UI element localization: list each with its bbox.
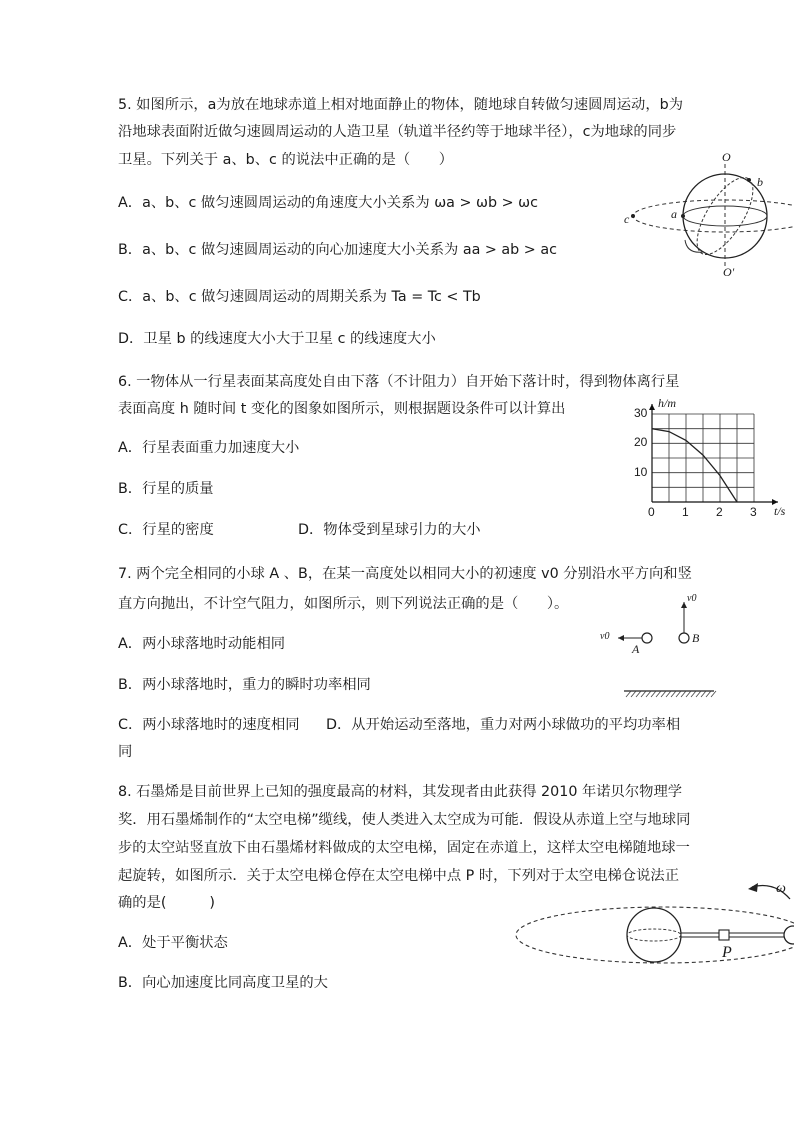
height-curve-series — [652, 429, 737, 502]
q5-label-b: b — [757, 175, 763, 189]
q7-option-d-line2: 同 — [118, 744, 133, 760]
earth-equator — [627, 929, 681, 941]
q6-stem-line1: 6. 一物体从一行星表面某高度处自由下落（不计阻力）自开始下落计时，得到物体离行星 — [118, 374, 680, 390]
q6-option-b: B．行星的质量 — [118, 481, 214, 497]
ball-a-arrowhead — [618, 635, 624, 641]
q5-label-a: a — [671, 207, 677, 221]
x-tick-label: 2 — [716, 505, 723, 519]
ball-b — [679, 633, 689, 643]
x-tick-label: 1 — [682, 505, 689, 519]
q8-stem-line2: 奖．用石墨烯制作的“太空电梯”缆线，使人类进入太空成为可能．假设从赤道上空与地球同 — [118, 812, 691, 828]
q5-stem-line1: 5. 如图所示，a为放在地球赤道上相对地面静止的物体，随地球自转做匀速圆周运动，b为 — [118, 97, 684, 113]
q7-option-b: B．两小球落地时，重力的瞬时功率相同 — [118, 677, 371, 693]
q6-option-d: D．物体受到星球引力的大小 — [298, 522, 481, 538]
q5-earth-orbit-figure — [615, 150, 794, 280]
q8-label-P: P — [722, 944, 732, 961]
q7-stem-line1: 7. 两个完全相同的小球 A 、B，在某一高度处以相同大小的初速度 v0 分别沿水平方向和竖 — [118, 566, 692, 582]
earth — [627, 908, 681, 962]
y-tick-label: 10 — [634, 464, 648, 479]
q8-option-a: A．处于平衡状态 — [118, 935, 228, 951]
y-tick-label: 20 — [634, 435, 648, 450]
q8-space-elevator-figure — [512, 875, 794, 975]
q7-projectile-figure — [590, 590, 730, 700]
elevator-cable — [681, 933, 787, 937]
x-axis-label: t/s — [774, 504, 786, 518]
ball-a — [642, 633, 652, 643]
satellite-c-dot — [631, 214, 635, 218]
q5-option-a: A．a、b、c 做匀速圆周运动的角速度大小关系为 ωa > ωb > ωc — [118, 195, 538, 211]
q6-option-c: C．行星的密度 — [118, 522, 214, 538]
q7-label-v0-b: v0 — [687, 593, 697, 604]
q8-option-b: B．向心加速度比同高度卫星的大 — [118, 975, 328, 991]
q8-label-omega: ω — [776, 881, 786, 896]
q7-option-a: A．两小球落地时动能相同 — [118, 636, 286, 652]
q8-stem-line3: 步的太空站竖直放下由石墨烯材料做成的太空电梯，固定在赤道上，这样太空电梯随地球一 — [118, 840, 690, 856]
q5-stem-line2: 沿地球表面附近做匀速圆周运动的人造卫星（轨道半径约等于地球半径），c为地球的同步 — [118, 124, 677, 140]
q7-stem-line2: 直方向抛出，不计空气阻力，如图所示，则下列说法正确的是（ ）。 — [118, 596, 569, 612]
q5-label-c: c — [624, 212, 630, 226]
q5-option-c: C．a、b、c 做匀速圆周运动的周期关系为 Ta = Tc < Tb — [118, 289, 481, 305]
q8-stem-line1: 8. 石墨烯是目前世界上已知的强度最高的材料，其发现者由此获得 2010 年诺贝尔物理学 — [118, 784, 683, 800]
q5-option-b: B．a、b、c 做匀速圆周运动的向心加速度大小关系为 aa > ab > ac — [118, 242, 557, 258]
y-tick-label: 30 — [634, 406, 648, 420]
x-tick-label: 3 — [750, 505, 757, 519]
q5-stem-line3: 卫星。下列关于 a、b、c 的说法中正确的是（ ） — [118, 152, 454, 168]
q7-option-d-line1: D．从开始运动至落地，重力对两小球做功的平均功率相 — [326, 717, 681, 733]
y-axis-label: h/m — [658, 396, 676, 410]
q7-label-A: A — [632, 642, 640, 656]
synchronous-orbit — [633, 200, 794, 232]
q7-label-B: B — [692, 631, 700, 645]
y-axis-arrow — [649, 404, 655, 410]
object-a-dot — [681, 214, 685, 218]
q6-option-a: A．行星表面重力加速度大小 — [118, 440, 300, 456]
q8-stem-line4: 起旋转，如图所示．关于太空电梯仓停在太空电梯中点 P 时，下列对于太空电梯仓说法正 — [118, 868, 679, 884]
q5-option-d: D．卫星 b 的线速度大小大于卫星 c 的线速度大小 — [118, 331, 436, 347]
ground-hatching — [626, 691, 716, 697]
q5-label-O: O — [722, 150, 731, 164]
rotation-arrowhead — [748, 883, 758, 892]
satellite-b-dot — [747, 178, 751, 182]
elevator-cabin-p — [719, 930, 729, 940]
q5-label-O-prime: O' — [723, 265, 735, 279]
q6-stem-line2: 表面高度 h 随时间 t 变化的图象如图所示，则根据题设条件可以计算出 — [118, 401, 566, 417]
x-tick-label: 0 — [648, 505, 655, 519]
space-station — [784, 926, 794, 944]
q8-stem-line5: 确的是( ) — [118, 895, 215, 911]
q7-label-v0-a: v0 — [600, 631, 610, 642]
q7-option-c: C．两小球落地时的速度相同 — [118, 717, 300, 733]
